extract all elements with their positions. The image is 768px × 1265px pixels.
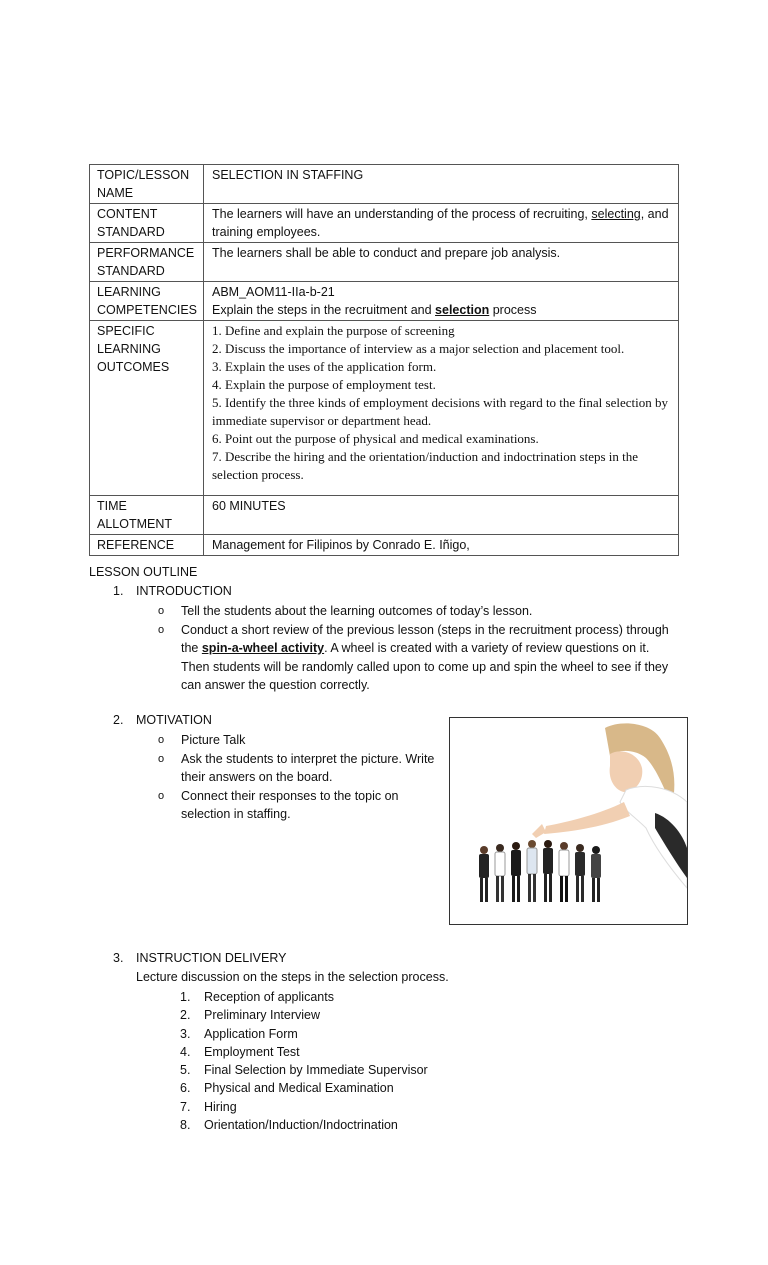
value-text: process bbox=[489, 303, 537, 317]
value-text: Explain the steps in the recruitment and bbox=[212, 303, 436, 317]
outcome-item: 6. Point out the purpose of physical and medical examinations. bbox=[212, 431, 539, 446]
row-value: 60 MINUTES bbox=[204, 496, 679, 535]
table-row bbox=[90, 204, 679, 243]
value-text: , and training employees. bbox=[212, 207, 669, 239]
introduction-bullets bbox=[158, 602, 678, 695]
row-label: TOPIC/LESSON NAME bbox=[90, 165, 204, 204]
row-value: The learners shall be able to conduct and prepare job analysis. bbox=[204, 243, 679, 282]
section-heading bbox=[113, 951, 287, 965]
step-text: Preliminary Interview bbox=[204, 1008, 321, 1023]
row-value bbox=[204, 204, 679, 243]
step-number: 3. bbox=[180, 1026, 191, 1041]
table-row bbox=[90, 535, 679, 556]
motivation-bullets bbox=[158, 731, 438, 824]
list-item bbox=[180, 1006, 428, 1024]
bullet-icon: o bbox=[158, 752, 165, 765]
step-text: Final Selection by Immediate Supervisor bbox=[204, 1063, 428, 1078]
section-number: 3. bbox=[113, 951, 124, 965]
list-item bbox=[180, 988, 428, 1006]
table-row bbox=[90, 282, 679, 321]
lesson-info-table bbox=[89, 164, 679, 556]
list-item bbox=[180, 1116, 428, 1134]
bullet-icon: o bbox=[158, 623, 165, 636]
bullet-text: Tell the students about the learning outcomes of today’s lesson. bbox=[181, 604, 533, 618]
bullet-icon: o bbox=[158, 605, 165, 617]
outcomes-list bbox=[204, 321, 679, 496]
section-title: MOTIVATION bbox=[136, 713, 212, 727]
bullet-text: Conduct a short review of the previous lesson (steps in the recruitment process) through the bbox=[181, 622, 669, 655]
outcome-item: 1. Define and explain the purpose of screening bbox=[212, 323, 455, 338]
step-number: 6. bbox=[180, 1081, 191, 1096]
section-number: 2. bbox=[113, 713, 124, 727]
employees-group bbox=[479, 840, 601, 902]
section-title: INSTRUCTION DELIVERY bbox=[136, 951, 287, 965]
step-number: 5. bbox=[180, 1063, 191, 1078]
step-text: Employment Test bbox=[204, 1044, 300, 1059]
bold-term: spin-a-wheel activity bbox=[201, 641, 325, 655]
row-value bbox=[204, 282, 679, 321]
bold-term: selection bbox=[435, 303, 490, 317]
row-label: REFERENCE bbox=[90, 535, 204, 556]
row-value: Management for Filipinos by Conrado E. Iñigo, bbox=[204, 535, 679, 556]
list-item bbox=[180, 1025, 428, 1043]
step-text: Reception of applicants bbox=[204, 990, 334, 1004]
section-heading bbox=[113, 713, 212, 727]
selection-steps-list bbox=[180, 988, 428, 1134]
section-heading bbox=[113, 584, 232, 598]
step-number: 8. bbox=[180, 1118, 191, 1133]
row-label: LEARNING COMPETENCIES bbox=[90, 282, 204, 321]
bullet-icon: o bbox=[158, 789, 165, 802]
outcome-item: 7. Describe the hiring and the orientation/induction and indoctrination steps in the selection process. bbox=[212, 449, 639, 482]
bullet-text: Picture Talk bbox=[181, 733, 246, 747]
motivation-picture bbox=[449, 717, 688, 925]
row-label: PERFORMANCE STANDARD bbox=[90, 243, 204, 282]
table-row bbox=[90, 165, 679, 204]
outcome-item: 3. Explain the uses of the application form. bbox=[212, 359, 437, 374]
list-item bbox=[180, 1079, 428, 1097]
woman-with-employees-illustration bbox=[450, 718, 687, 924]
table-row bbox=[90, 243, 679, 282]
list-item bbox=[180, 1061, 428, 1079]
row-label: TIME ALLOTMENT bbox=[90, 496, 204, 535]
outcome-item: 2. Discuss the importance of interview as a major selection and placement tool. bbox=[212, 341, 625, 356]
bullet-icon: o bbox=[158, 734, 165, 746]
bullet-text: Ask the students to interpret the picture. Write their answers on the board. bbox=[181, 751, 435, 784]
step-number: 1. bbox=[180, 990, 191, 1004]
section-title: INTRODUCTION bbox=[136, 584, 232, 598]
list-item bbox=[180, 1043, 428, 1061]
value-text: The learners will have an understanding of the process of recruiting, bbox=[212, 207, 592, 221]
lesson-outline-title: LESSON OUTLINE bbox=[89, 565, 198, 579]
step-number: 2. bbox=[180, 1008, 191, 1023]
row-label: SPECIFIC LEARNING OUTCOMES bbox=[90, 321, 204, 496]
table-row bbox=[90, 496, 679, 535]
outcome-item: 4. Explain the purpose of employment test. bbox=[212, 377, 436, 392]
step-text: Physical and Medical Examination bbox=[204, 1081, 394, 1096]
underlined-term: selecting bbox=[591, 207, 641, 221]
list-item bbox=[158, 621, 678, 695]
step-text: Hiring bbox=[204, 1099, 237, 1114]
row-value: SELECTION IN STAFFING bbox=[204, 165, 679, 204]
table-row bbox=[90, 321, 679, 496]
step-text: Orientation/Induction/Indoctrination bbox=[204, 1118, 398, 1133]
step-number: 7. bbox=[180, 1099, 191, 1114]
row-label: CONTENT STANDARD bbox=[90, 204, 204, 243]
outcome-item: 5. Identify the three kinds of employment decisions with regard to the final selection by immediate supervisor or department head. bbox=[212, 395, 668, 428]
instruction-intro: Lecture discussion on the steps in the selection process. bbox=[136, 970, 449, 984]
list-item bbox=[180, 1098, 428, 1116]
step-text: Application Form bbox=[204, 1026, 298, 1041]
bullet-text: . A wheel is created with a variety of review questions on it. Then students will be randomly called upon to come up and spin the wheel to see if they can answer the question correctly. bbox=[181, 641, 669, 692]
bullet-text: Connect their responses to the topic on selection in staffing. bbox=[181, 788, 399, 821]
list-item bbox=[158, 787, 438, 824]
list-item bbox=[158, 750, 438, 787]
section-number: 1. bbox=[113, 584, 124, 598]
list-item bbox=[158, 731, 438, 750]
list-item bbox=[158, 602, 678, 621]
step-number: 4. bbox=[180, 1044, 191, 1059]
competency-code: ABM_AOM11-IIa-b-21 bbox=[212, 285, 335, 299]
